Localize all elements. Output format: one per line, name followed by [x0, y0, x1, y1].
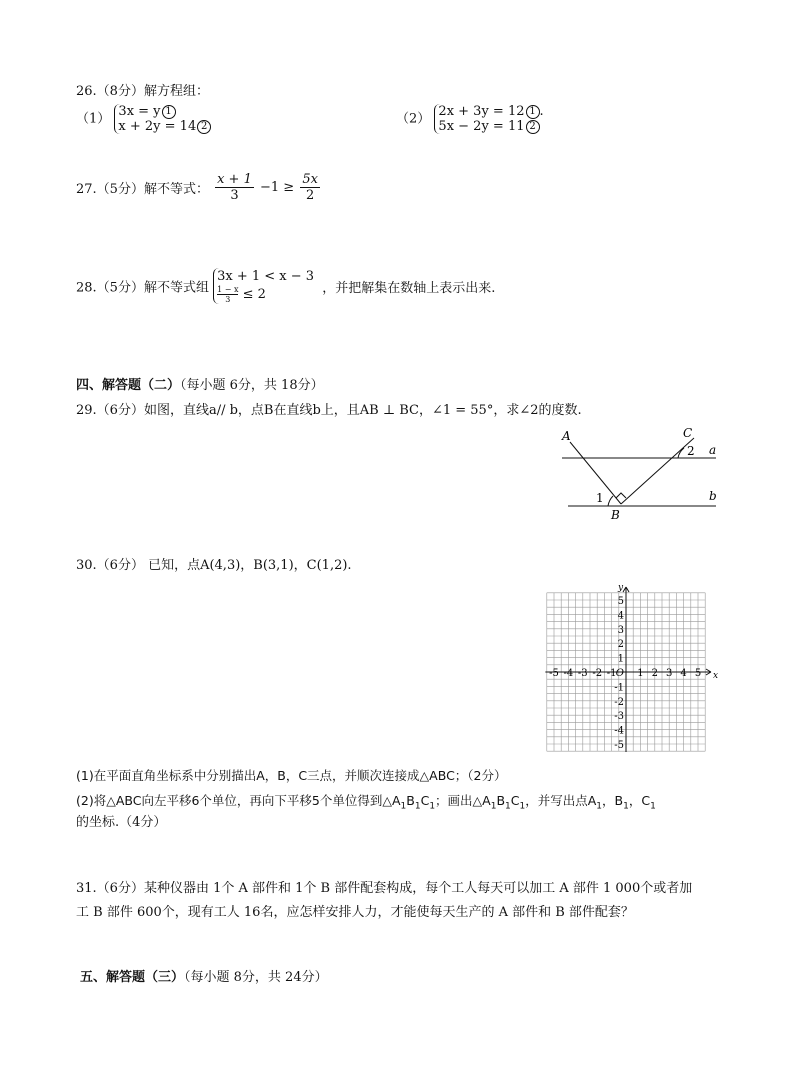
q26-p2-system [434, 104, 543, 134]
q28-header: 28.（5分）解不等式组 [76, 280, 209, 296]
q30-part2 [76, 791, 656, 812]
x-tick-label: -3 [577, 668, 588, 679]
circle-mark-1: 1 [526, 105, 540, 119]
coordinate-grid [540, 580, 720, 752]
label-c-point: C [683, 426, 693, 440]
q27 [76, 172, 322, 203]
subscript: 1 [519, 801, 526, 812]
subscript: 1 [596, 801, 603, 812]
x-tick-label: 5 [694, 668, 702, 679]
y-tick-label: -4 [614, 725, 624, 737]
x-tick-label: -4 [563, 668, 574, 679]
q27-frac2-den: 2 [306, 188, 315, 203]
circle-mark-2: 2 [526, 120, 540, 134]
q26-part1 [76, 104, 211, 134]
x-tick-label: -5 [549, 668, 559, 679]
q30-part2-seg: C [420, 793, 430, 808]
segment-bc [621, 438, 694, 504]
section4-heading [76, 374, 324, 393]
x-axis-label: x [712, 671, 719, 681]
q29-figure [556, 424, 726, 524]
y-tick-label: 4 [617, 610, 624, 622]
section4-title: 四、解答题（二） [76, 378, 181, 393]
q26-p1-system [114, 104, 211, 134]
subscript: 1 [650, 801, 656, 812]
subscript: 1 [400, 801, 407, 812]
y-tick-label: 2 [617, 639, 624, 651]
q28-ineq2-frac [217, 285, 238, 304]
q30-part2-seg: ，并写出点A [525, 793, 597, 808]
origin-label: O [615, 668, 624, 679]
label-a-point: A [562, 429, 571, 443]
subscript: 1 [429, 801, 436, 812]
y-axis-label: y [618, 583, 624, 594]
y-tick-label: -2 [614, 696, 624, 708]
q26-header: 26.（8分）解方程组： [76, 84, 209, 99]
q29-text: 29.（6分）如图，直线a// b，点B在直线b上，且AB ⊥ BC，∠1 = 55°，求∠2的度数. [76, 403, 582, 418]
q27-frac1-num: x + 1 [217, 172, 252, 187]
q30-part2-seg: B [406, 793, 415, 808]
y-tick-label: -5 [614, 740, 624, 751]
q27-header: 27.（5分）解不等式： [76, 182, 209, 197]
q28-ineq1: 3x + 1 < x − 3 [217, 269, 315, 284]
section5-heading [80, 966, 328, 985]
section4-note: （每小题 6分，共 18分） [180, 378, 324, 393]
q26-p2-eq1: 2x + 3y = 12 [438, 104, 525, 119]
circle-mark-1: 1 [162, 105, 176, 119]
subscript: 1 [414, 801, 421, 812]
q30-part2-line2: 的坐标.（4分） [76, 815, 167, 830]
label-angle-2: 2 [687, 444, 695, 458]
q27-frac2-num: 5x [302, 172, 318, 187]
label-line-a: a [709, 443, 717, 457]
label-b-point: B [611, 508, 620, 522]
q28-ineq2-den: 3 [225, 295, 231, 304]
q30-part2-seg: ，C [628, 793, 651, 808]
subscript: 1 [623, 801, 629, 812]
section5-title: 五、解答题（三） [80, 970, 185, 985]
y-tick-label: 1 [617, 653, 624, 665]
subscript: 1 [505, 801, 511, 812]
y-tick-label: 3 [617, 624, 624, 636]
x-tick-label: -2 [592, 668, 603, 679]
x-tick-label: 2 [651, 668, 658, 679]
angle-1-arc [608, 496, 613, 506]
q28-ineq2-rel: ≤ 2 [242, 287, 266, 302]
q27-frac1 [215, 172, 254, 203]
section5-note: （每小题 8分，共 24分） [184, 970, 328, 985]
q31-line1: 31.（6分）某种仪器由 1个 A 部件和 1个 B 部件配套构成，每个工人每天可以加工 A 部件 1 000个或者加 [76, 881, 693, 896]
subscript: 1 [490, 801, 497, 812]
q27-frac2 [300, 172, 320, 203]
right-angle-mark [616, 493, 626, 498]
q30-text: 30.（6分） 已知，点A(4,3)，B(3,1)，C(1,2). [76, 558, 352, 573]
x-tick-label: 1 [637, 668, 644, 679]
q26-p2-label: （2） [396, 111, 431, 127]
q30-part2-seg: (2)将△ABC向左平移6个单位，再向下平移5个单位得到△A [76, 793, 401, 808]
y-tick-label: 5 [617, 596, 624, 607]
q26-part2 [396, 104, 544, 134]
x-tick-label: -1 [606, 668, 617, 679]
q27-mid: −1 ≥ [260, 180, 295, 195]
q26-p1-eq1: 3x = y [118, 104, 161, 119]
y-tick-label: -3 [614, 711, 624, 723]
q27-frac1-den: 3 [230, 188, 239, 203]
y-tick-label: -1 [614, 682, 624, 694]
label-angle-1: 1 [596, 491, 604, 505]
q28-tail: ，并把解集在数轴上表示出来. [322, 280, 496, 296]
circle-mark-2: 2 [197, 120, 211, 134]
q30-part2-seg: ；画出△A [435, 793, 491, 808]
x-tick-label: 4 [680, 668, 687, 679]
q30-part2-seg: C [510, 793, 520, 808]
label-line-b: b [709, 489, 717, 503]
q30-part2-seg: ，B [602, 793, 624, 808]
q30-part1: (1)在平面直角坐标系中分别描出A，B，C三点，并顺次连接成△ABC；（2分） [76, 768, 507, 783]
q30-part2-seg: B [496, 793, 506, 808]
q28-system [213, 268, 314, 304]
q28-ineq2-num: 1 − x [217, 285, 239, 294]
q31-line2: 工 B 部件 600个，现有工人 16名，应怎样安排人力，才能使每天生产的 A 部件和 B 部件配套？ [76, 905, 634, 920]
q26-p1-label: （1） [76, 111, 111, 127]
q26-p2-eq2: 5x − 2y = 11 [438, 119, 525, 134]
q28 [76, 268, 495, 304]
q26-p1-eq2: x + 2y = 14 [118, 119, 197, 134]
x-tick-label: 3 [666, 668, 673, 679]
q26-p2-tail: . [539, 104, 544, 119]
